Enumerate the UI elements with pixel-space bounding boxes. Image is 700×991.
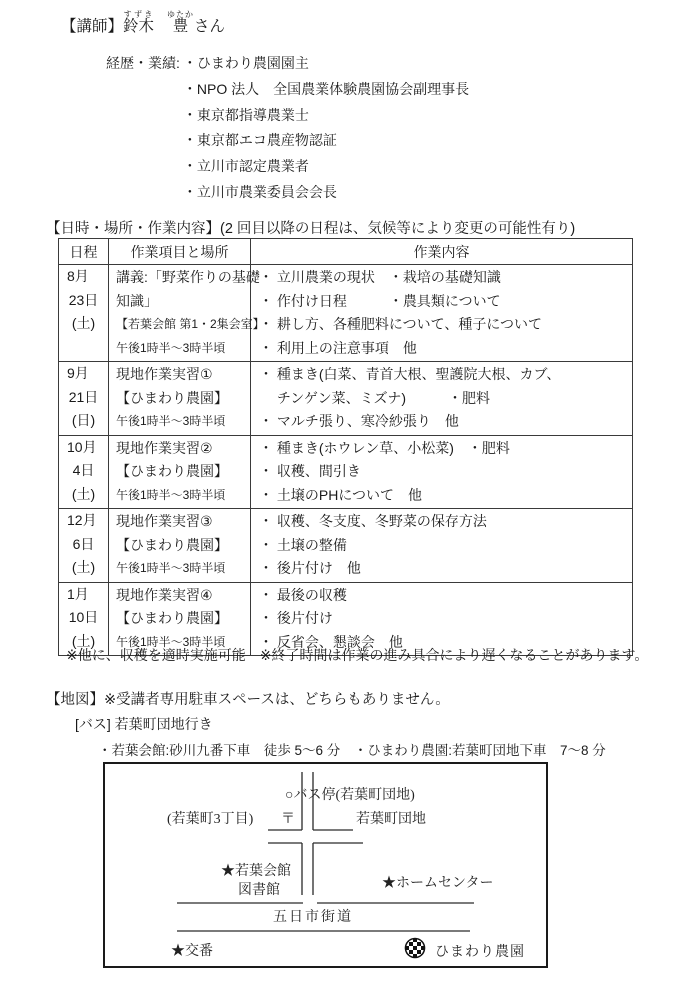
task-line: 【ひまわり農園】 [116, 389, 228, 406]
date-day: 21日 [68, 388, 99, 405]
date-month: 8月 [67, 268, 89, 284]
date-month: 1月 [67, 585, 89, 602]
date-day: 23日 [68, 291, 99, 308]
lecturer-title [61, 10, 225, 42]
task-line: 現地作業実習④ [116, 586, 213, 603]
date-day: 4日 [72, 462, 95, 478]
content-line: ・ 収穫、間引き [259, 463, 361, 479]
content-line: ・ 後片付け 他 [259, 560, 361, 576]
content-line: ・ 種まき(白菜、青首大根、聖護院大根、カブ、 [259, 366, 561, 382]
credential-item: ・立川市農業委員会会長 [182, 183, 337, 200]
career-label: 経歴・業績: [106, 55, 180, 71]
task-line: 午後1時半〜3時半頃 [116, 340, 226, 355]
schedule-header-row [59, 239, 633, 265]
task-line: 現地作業実習③ [116, 513, 213, 529]
date-weekday: (土) [71, 315, 96, 331]
credential-item: ・NPO 法人 全国農業体験農園協会副理事長 [182, 80, 470, 97]
schedule-table [58, 238, 633, 656]
credential-item: ・東京都エコ農産物認証 [182, 132, 337, 149]
bus-detail-line: ・若葉会館:砂川九番下車 徒歩 5〜6 分 ・ひまわり農園:若葉町団地下車 7〜8 分 [98, 743, 606, 758]
content-line: ・ 立川農業の現状 ・栽培の基礎知識 [259, 269, 501, 285]
task-line: 【ひまわり農園】 [116, 463, 228, 479]
date-day: 10日 [68, 609, 99, 625]
task-line: 現地作業実習① [116, 366, 213, 382]
task-line: 【ひまわり農園】 [116, 536, 228, 553]
task-place-cell [109, 509, 251, 583]
task-line: 現地作業実習② [116, 439, 213, 456]
date-cell [59, 435, 109, 509]
content-line: ・ マルチ張り、寒冷紗張り 他 [259, 413, 459, 429]
credentials-list [183, 51, 469, 206]
date-cell [59, 265, 109, 362]
task-line: 【ひまわり農園】 [116, 610, 228, 626]
work-content-cell [251, 509, 633, 583]
task-line: 知識」 [116, 292, 158, 309]
content-line: ・ 種まき(ホウレン草、小松菜) ・肥料 [259, 439, 510, 456]
content-line: ・ 収穫、冬支度、冬野菜の保存方法 [259, 513, 487, 529]
content-line: ・ 土壌の整備 [259, 536, 347, 553]
map-heading: 【地図】※受講者専用駐車スペースは、どちらもありません。 [46, 692, 450, 708]
schedule-row [59, 362, 633, 436]
task-line: 午後1時半〜3時半頃 [116, 414, 226, 428]
content-line: ・ 後片付け [259, 610, 333, 626]
content-line: ・ 耕し方、各種肥料について、種子について [259, 316, 543, 332]
career-block [106, 51, 469, 206]
map-label-library: 図書館 [238, 883, 280, 898]
lecturer-name-sei [123, 10, 155, 35]
date-cell [59, 362, 109, 436]
work-content-cell [251, 265, 633, 362]
farm-checker-icon [404, 937, 426, 959]
column-header-content: 作業内容 [251, 239, 633, 265]
content-line: ・ 土壌のPHについて 他 [259, 486, 423, 503]
schedule-row [59, 435, 633, 509]
map-box [103, 762, 548, 968]
date-weekday: (土) [71, 632, 96, 649]
schedule-note: ※他に、収穫を適時実施可能 ※終了時間は作業の進み具合により遅くなることがあります。 [66, 647, 649, 663]
schedule-row [59, 509, 633, 583]
column-header-date: 日程 [59, 239, 109, 265]
task-line: 【若葉会館 第1・2集会室】 [116, 317, 265, 331]
credential-item: ・東京都指導農業士 [182, 106, 309, 123]
task-place-cell [109, 362, 251, 436]
map-label-road-name: 五日市街道 [273, 910, 353, 925]
map-label-bus-stop: ○バス停(若葉町団地) [285, 788, 415, 803]
schedule-heading: 【日時・場所・作業内容】(2 回目以降の日程は、気候等により変更の可能性有り) [46, 221, 576, 237]
date-weekday: (土) [71, 559, 96, 575]
date-weekday: (土) [71, 485, 96, 502]
date-month: 12月 [67, 512, 97, 528]
lecturer-name-sei-text: 鈴木 [123, 18, 155, 35]
lecturer-name-mei [167, 10, 195, 35]
lecturer-furigana-mei: ゆたか [167, 10, 195, 19]
map-label-wakaba-hall: ★若葉会館 [221, 864, 291, 879]
post-mark-icon: 〒 [281, 812, 295, 827]
task-line: 講義:「野菜作りの基礎 [116, 269, 260, 285]
map-label-district-left: (若葉町3丁目) [167, 812, 254, 827]
credential-item: ・ひまわり農園園主 [182, 55, 309, 71]
schedule-row [59, 265, 633, 362]
lecturer-honorific: さん [194, 18, 226, 35]
date-day: 6日 [72, 535, 95, 552]
column-header-task: 作業項目と場所 [109, 239, 251, 265]
work-content-cell [251, 362, 633, 436]
lecturer-section-label: 【講師】 [61, 18, 124, 35]
work-content-cell [251, 435, 633, 509]
content-line: ・ 最後の収穫 [259, 586, 347, 603]
date-month: 10月 [67, 438, 97, 455]
content-line: ・ 反省会、懇談会 他 [259, 633, 403, 650]
credential-item: ・立川市認定農業者 [182, 158, 309, 175]
date-weekday: (日) [71, 412, 96, 428]
date-month: 9月 [67, 365, 89, 381]
content-line: ・ 利用上の注意事項 他 [259, 339, 417, 356]
task-line: 午後1時半〜3時半頃 [116, 634, 226, 649]
bus-route-line: [バス] 若葉町団地行き [75, 716, 213, 732]
date-cell [59, 509, 109, 583]
map-label-home-center: ★ホームセンター [382, 876, 494, 891]
task-line: 午後1時半〜3時半頃 [116, 561, 226, 575]
lecturer-furigana-sei: すずき [123, 10, 155, 19]
content-line: チンゲン菜、ミズナ) ・肥料 [259, 389, 491, 406]
task-place-cell [109, 265, 265, 362]
task-line: 午後1時半〜3時半頃 [116, 487, 226, 502]
map-label-himawari-farm: ひまわり農園 [435, 945, 525, 960]
content-line: ・ 作付け日程 ・農具類について [259, 292, 501, 309]
lecturer-name-mei-text: 豊 [167, 18, 195, 35]
map-label-police-box: ★交番 [171, 944, 213, 959]
map-label-district-right: 若葉町団地 [356, 812, 426, 827]
task-place-cell [109, 435, 251, 509]
